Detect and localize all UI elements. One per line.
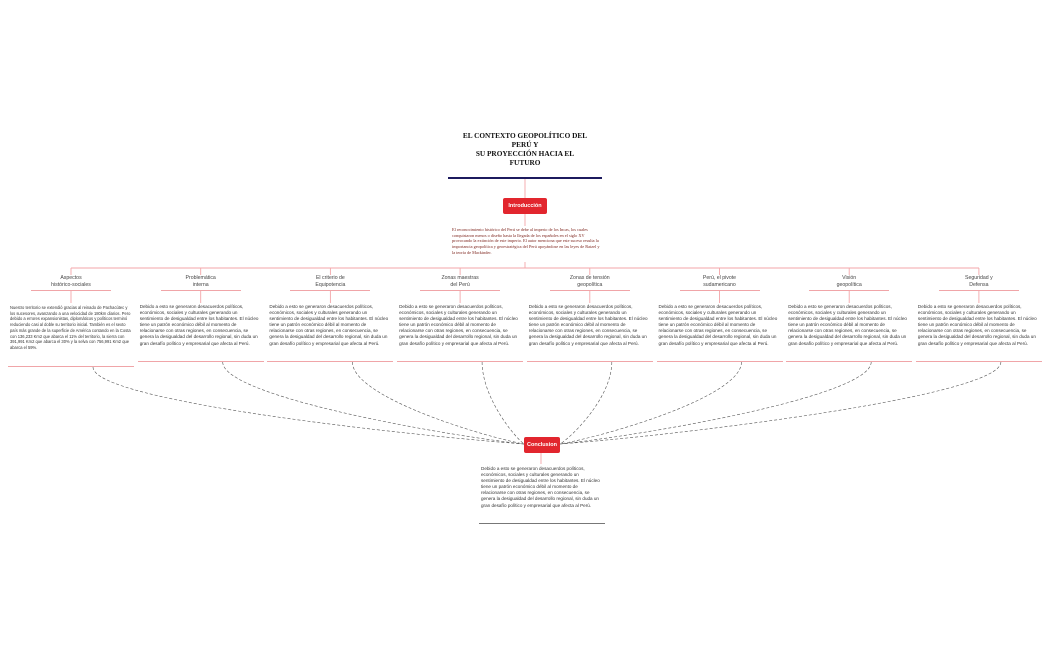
branch-label-line-2: geopolítica: [836, 282, 862, 288]
branch-label-underline: [290, 290, 370, 291]
branch-label-equipotencia[interactable]: [290, 275, 370, 289]
branch-label-line-1: Visión: [842, 275, 857, 281]
title-line-4: FUTURO: [509, 158, 541, 167]
branch-text-historico-sociales: Nuestro territorio se extendió gracias al reinado de Pachacútec y los sucesores, avanzando a una velocidad de 180km diarios. Pero debido a errores expansionistas, diplomáticos y políticos terminó reduciendo casi al doble su territorio inicial. También es el sexto país más grande de la superficie de América contando en la Costa con 136,233 Km2 que abarca el 11% del territorio, la sierra con 391,991 Km2 que abarca el 30% y la selva con 756,991 Km2 que abarca el 59%.: [10, 305, 131, 350]
branch-text-zonas-maestras: Debido a esto se generaron desacuerdos políticos, económicos, sociales y culturales generando un sentimiento de desigualdad entre los habitantes. El núcleo tiene un patrón económico débil al momento de relacionarse con otras regiones, en consecuencia, se genera la desigualdad del desarrollo regional, sin duda un gran desafío político y empresarial que afecta al Perú.: [399, 304, 518, 346]
dashed-link-to-conclusion: [560, 362, 1001, 444]
branch-text-underline: [138, 361, 264, 362]
branch-text-underline: [786, 361, 912, 362]
branch-label-historico-sociales[interactable]: [31, 275, 111, 289]
branch-label-pivote-sudamericano[interactable]: [680, 275, 760, 289]
branch-label-underline: [550, 290, 630, 291]
conclusion-underline: [479, 523, 605, 524]
branch-label-underline: [809, 290, 889, 291]
branch-text-underline: [267, 361, 393, 362]
branch-label-line-1: Seguridad y: [965, 275, 993, 281]
branch-label-line-2: del Perú: [450, 282, 470, 288]
branch-label-line-2: sudamericano: [703, 282, 736, 288]
branch-text-underline: [527, 361, 653, 362]
branch-text-underline: [916, 361, 1042, 362]
branch-label-line-1: Zonas maestras: [441, 275, 479, 281]
introduction-button[interactable]: Introducción: [503, 198, 547, 214]
branch-text-underline: [8, 366, 134, 367]
branch-text-problematica-interna: Debido a esto se generaron desacuerdos políticos, económicos, sociales y culturales generando un sentimiento de desigualdad entre los habitantes. El núcleo tiene un patrón económico débil al momento de relacionarse con otras regiones, en consecuencia, se genera la desigualdad del desarrollo regional, sin duda un gran desafío político y empresarial que afecta al Perú.: [139, 304, 259, 346]
branch-label-line-1: El criterio de: [315, 275, 345, 281]
conclusion-text: Debido a esto se generaron desacuerdos políticos, económicos, sociales y culturales generando un sentimiento de desigualdad entre los habitantes. El núcleo tiene un patrón económico débil al momento de relacionarse con otras regiones, en consecuencia, se genera la desigualdad del desarrollo regional, sin duda un gran desafío político y empresarial que afecta al Perú.: [481, 466, 600, 508]
dashed-link-to-conclusion: [93, 367, 524, 444]
title-line-3: SU PROYECCIÓN HACIA EL: [475, 149, 575, 158]
branch-label-underline: [939, 290, 1019, 291]
branch-label-line-1: Problemática: [185, 275, 216, 281]
branch-label-line-2: geopolítica: [577, 282, 603, 288]
title-underline: [448, 177, 602, 179]
dashed-link-to-conclusion: [223, 362, 524, 444]
title-line-1: EL CONTEXTO GEOPOLÍTICO DEL: [462, 131, 588, 140]
branch-text-underline: [657, 361, 783, 362]
branch-label-zonas-maestras[interactable]: [420, 275, 500, 289]
branch-label-line-2: interna: [192, 282, 209, 288]
dashed-link-to-conclusion: [560, 362, 742, 444]
title-line-2: PERÚ Y: [511, 140, 539, 149]
branch-text-vision-geopolitica: Debido a esto se generaron desacuerdos políticos, económicos, sociales y culturales generando un sentimiento de desigualdad entre los habitantes. El núcleo tiene un patrón económico débil al momento de relacionarse con otras regiones, en consecuencia, se genera la desigualdad del desarrollo regional, sin duda un gran desafío político y empresarial que afecta al Perú.: [788, 304, 907, 346]
branch-label-seguridad-defensa[interactable]: [939, 275, 1019, 289]
dashed-link-to-conclusion: [560, 362, 612, 444]
branch-text-zonas-tension: Debido a esto se generaron desacuerdos políticos, económicos, sociales y culturales generando un sentimiento de desigualdad entre los habitantes. El núcleo tiene un patrón económico débil al momento de relacionarse con otras regiones, en consecuencia, se genera la desigualdad del desarrollo regional, sin duda un gran desafío político y empresarial que afecta al Perú.: [528, 304, 648, 346]
introduction-text: El reconocimiento histórico del Perú se debe al imperio de los Incas, los cuales conquistaron menos o diseño hasta la llegada de los españoles en el siglo XV provocando la extinción de este imperio. El autor menciona que este suceso resulta la importancia geopolítica y geoestratégica del Perú apoyándose en las leyes de Ratzel y la teoría de Mackinder.: [452, 227, 600, 255]
branch-label-underline: [161, 290, 241, 291]
map-title: [450, 131, 600, 167]
branch-text-seguridad-defensa: Debido a esto se generaron desacuerdos políticos, económicos, sociales y culturales generando un sentimiento de desigualdad entre los habitantes. El núcleo tiene un patrón económico débil al momento de relacionarse con otras regiones, en consecuencia, se genera la desigualdad del desarrollo regional, sin duda un gran desafío político y empresarial que afecta al Perú.: [917, 304, 1037, 346]
branch-label-underline: [31, 290, 111, 291]
branch-label-underline: [420, 290, 500, 291]
branch-label-line-1: Aspectos: [60, 275, 82, 281]
branch-label-line-2: Equipotencia: [315, 282, 346, 288]
branch-label-vision-geopolitica[interactable]: [809, 275, 889, 289]
branch-text-underline: [397, 361, 523, 362]
branch-label-line-2: Defensa: [969, 282, 989, 288]
branch-text-equipotencia: Debido a esto se generaron desacuerdos políticos, económicos, sociales y culturales generando un sentimiento de desigualdad entre los habitantes. El núcleo tiene un patrón económico débil al momento de relacionarse con otras regiones, en consecuencia, se genera la desigualdad del desarrollo regional, sin duda un gran desafío político y empresarial que afecta al Perú.: [269, 304, 389, 346]
branch-label-underline: [680, 290, 760, 291]
dashed-link-to-conclusion: [482, 362, 524, 444]
conclusion-button[interactable]: Conclusion: [524, 437, 560, 453]
branch-text-pivote-sudamericano: Debido a esto se generaron desacuerdos políticos, económicos, sociales y culturales generando un sentimiento de desigualdad entre los habitantes. El núcleo tiene un patrón económico débil al momento de relacionarse con otras regiones, en consecuencia, se genera la desigualdad del desarrollo regional, sin duda un gran desafío político y empresarial que afecta al Perú.: [658, 304, 778, 346]
dashed-link-to-conclusion: [560, 362, 871, 444]
branch-label-line-2: histórico-sociales: [51, 282, 91, 288]
branch-label-line-1: Zonas de tensión: [569, 275, 610, 281]
branch-label-line-1: Perú, el pivote: [702, 275, 737, 281]
branch-label-zonas-tension[interactable]: [550, 275, 630, 289]
branch-label-problematica-interna[interactable]: [161, 275, 241, 289]
